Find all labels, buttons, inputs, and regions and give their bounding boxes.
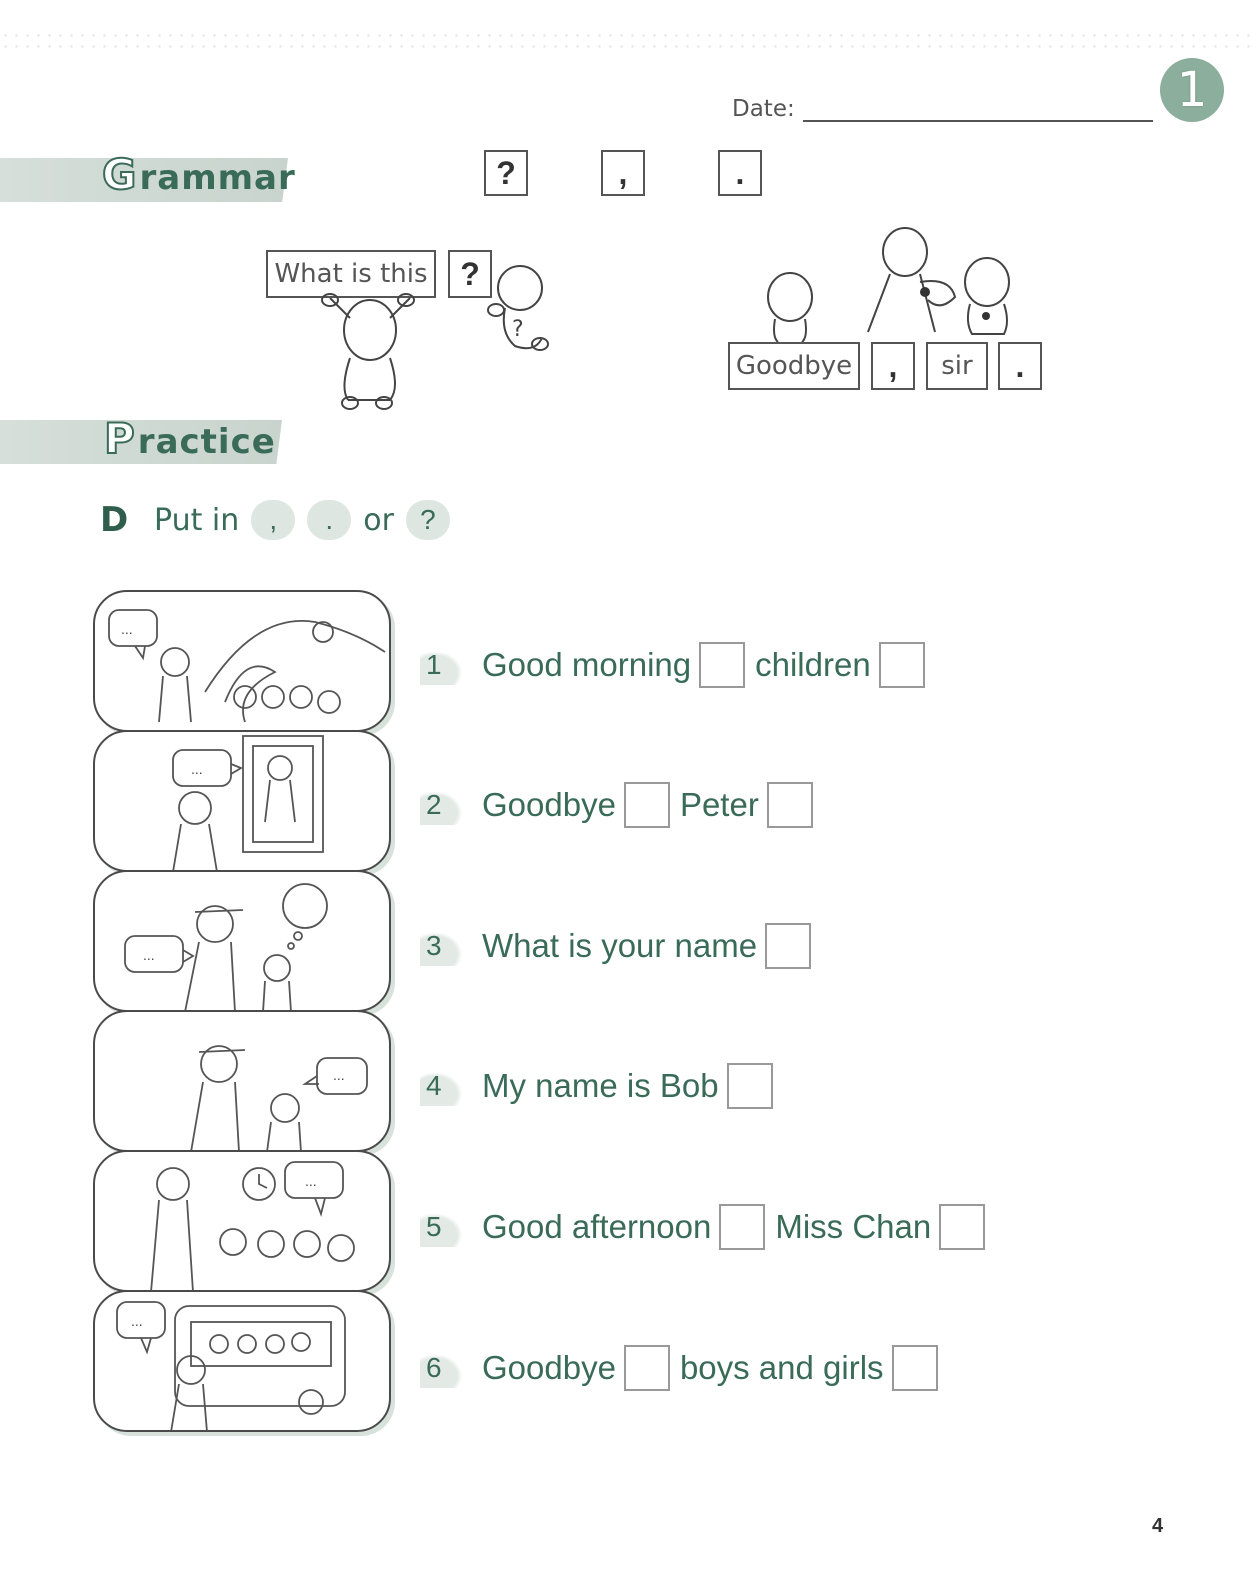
dotted-border <box>0 30 1257 54</box>
question-2 <box>420 780 821 830</box>
example-sir: sir <box>926 342 988 390</box>
comic-frame-3 <box>93 870 391 1012</box>
option-period-pill: . <box>307 500 351 540</box>
comic-frame-5 <box>93 1150 391 1292</box>
question-1-answer-box-1[interactable] <box>699 642 745 688</box>
example-period: . <box>998 342 1042 390</box>
question-2-number: 2 <box>420 785 470 825</box>
exercise-letter: D <box>100 500 129 540</box>
option-question-pill: ? <box>406 500 450 540</box>
comic-strip <box>93 590 395 1430</box>
question-2-answer-box-2[interactable] <box>767 782 813 828</box>
bubble-5-text: ... <box>305 1173 317 1189</box>
question-6-text-b: boys and girls <box>679 1349 884 1386</box>
bubble-1-text: ... <box>121 621 133 637</box>
symbol-period: . <box>718 150 762 196</box>
bubble-2-text: ... <box>191 761 203 777</box>
question-6-answer-box-2[interactable] <box>892 1345 938 1391</box>
practice-title-cap: P <box>104 414 136 463</box>
question-4-number: 4 <box>420 1066 470 1106</box>
question-5-text-a: Good afternoon <box>482 1208 712 1245</box>
question-4 <box>420 1061 781 1111</box>
instruction-or: or <box>363 502 394 538</box>
question-2-text-b: Peter <box>679 786 759 823</box>
page-number: 4 <box>1152 1515 1164 1537</box>
question-1-text-b: children <box>755 646 871 683</box>
date-field[interactable] <box>732 96 1153 122</box>
question-2-answer-box-1[interactable] <box>624 782 670 828</box>
svg-text:?: ? <box>512 317 524 342</box>
example-goodbye: Goodbye <box>728 342 860 390</box>
question-6 <box>420 1343 946 1393</box>
question-5-answer-box-1[interactable] <box>719 1204 765 1250</box>
example-question-mark: ? <box>448 250 492 298</box>
comic-frame-2 <box>93 730 391 872</box>
example-what-is-this: What is this <box>266 250 436 298</box>
question-6-answer-box-1[interactable] <box>624 1345 670 1391</box>
practice-title <box>104 414 276 463</box>
unit-number-badge: 1 <box>1160 58 1224 122</box>
date-line[interactable] <box>803 98 1153 122</box>
comic-frame-4 <box>93 1010 391 1152</box>
question-5-number: 5 <box>420 1207 470 1247</box>
question-6-number: 6 <box>420 1348 470 1388</box>
example-comma: , <box>871 342 915 390</box>
question-5 <box>420 1202 993 1252</box>
example1-characters-illustration <box>310 258 560 413</box>
symbol-comma: , <box>601 150 645 196</box>
grammar-title-cap: G <box>102 150 138 199</box>
question-4-text-a: My name is Bob <box>482 1067 719 1104</box>
option-comma-pill: , <box>251 500 295 540</box>
question-1 <box>420 640 933 690</box>
bubble-6-text: ... <box>131 1313 143 1329</box>
bubble-4-text: ... <box>333 1067 345 1083</box>
bubble-3-text: ... <box>143 947 155 963</box>
question-1-number: 1 <box>420 645 470 685</box>
comic-frame-1 <box>93 590 391 732</box>
question-5-answer-box-2[interactable] <box>939 1204 985 1250</box>
question-3-text-a: What is your name <box>482 927 758 964</box>
example2-characters-illustration <box>760 222 1040 344</box>
symbol-question-mark: ? <box>484 150 528 196</box>
question-2-text-a: Goodbye <box>482 786 616 823</box>
question-3-answer-box-1[interactable] <box>765 923 811 969</box>
question-4-answer-box-1[interactable] <box>727 1063 773 1109</box>
comic-frame-6 <box>93 1290 391 1432</box>
practice-title-rest: ractice <box>137 422 276 462</box>
instruction <box>100 500 462 540</box>
question-6-text-a: Goodbye <box>482 1349 616 1386</box>
instruction-text: Put in <box>154 502 240 538</box>
date-label: Date: <box>732 96 795 122</box>
question-1-answer-box-2[interactable] <box>879 642 925 688</box>
question-3 <box>420 921 819 971</box>
question-3-number: 3 <box>420 926 470 966</box>
grammar-title-rest: rammar <box>139 158 296 198</box>
question-1-text-a: Good morning <box>482 646 692 683</box>
question-5-text-b: Miss Chan <box>775 1208 932 1245</box>
grammar-title <box>102 150 296 199</box>
